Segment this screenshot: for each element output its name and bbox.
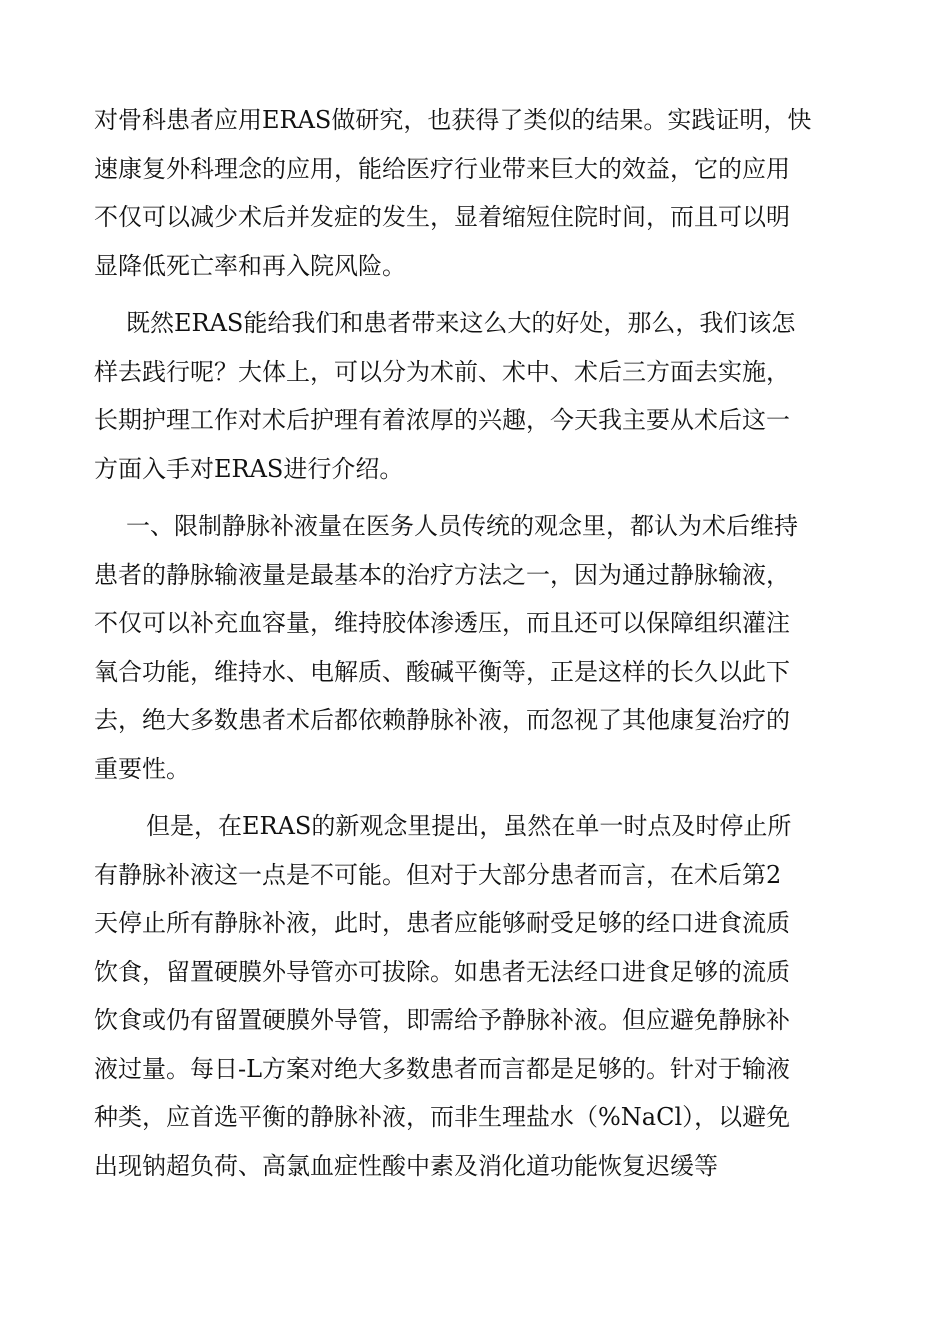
text-line: 有静脉补液这一点是不可能。但对于大部分患者而言，在术后第2 <box>94 860 782 889</box>
text-line: 方面入手对ERAS进行介绍。 <box>94 454 404 483</box>
paragraph-2 <box>94 299 854 493</box>
text-line: 速康复外科理念的应用，能给医疗行业带来巨大的效益，它的应用 <box>94 154 790 183</box>
text-line: 出现钠超负荷、高氯血症性酸中素及消化道功能恢复迟缓等 <box>94 1151 718 1180</box>
text-line: 对骨科患者应用ERAS做研究，也获得了类似的结果。实践证明，快 <box>94 106 812 134</box>
text-line: 液过量。每日-L方案对绝大多数患者而言都是足够的。针对于输液 <box>94 1054 791 1083</box>
text-line: 不仅可以补充血容量，维持胶体渗透压，而且还可以保障组织灌注 <box>94 609 790 637</box>
text-line: 患者的静脉输液量是最基本的治疗方法之一，因为通过静脉输液， <box>94 560 790 589</box>
text-line: 种类，应首选平衡的静脉补液，而非生理盐水（%NaCl），以避免 <box>94 1103 791 1131</box>
text-line: 重要性。 <box>94 754 190 783</box>
paragraph-1 <box>94 96 854 290</box>
text-line: 饮食，留置硬膜外导管亦可拔除。如患者无法经口进食足够的流质 <box>94 957 790 986</box>
text-line: 氧合功能，维持水、电解质、酸碱平衡等，正是这样的长久以此下 <box>94 657 790 686</box>
text-line: 长期护理工作对术后护理有着浓厚的兴趣，今天我主要从术后这一 <box>94 406 790 434</box>
text-line: 天停止所有静脉补液，此时，患者应能够耐受足够的经口进食流质 <box>94 909 790 937</box>
text-line: 一、限制静脉补液量在医务人员传统的观念里，都认为术后维持 <box>126 512 798 540</box>
paragraph-4 <box>94 802 854 1190</box>
text-line: 但是，在ERAS的新观念里提出，虽然在单一时点及时停止所 <box>146 812 792 840</box>
text-line: 显降低死亡率和再入院风险。 <box>94 251 406 280</box>
paragraph-3 <box>94 502 854 793</box>
text-line: 样去践行呢？大体上，可以分为术前、术中、术后三方面去实施， <box>94 357 790 386</box>
text-line: 既然ERAS能给我们和患者带来这么大的好处，那么，我们该怎 <box>126 309 796 337</box>
text-line: 饮食或仍有留置硬膜外导管，即需给予静脉补液。但应避免静脉补 <box>94 1006 790 1034</box>
text-line: 去，绝大多数患者术后都依赖静脉补液，而忽视了其他康复治疗的 <box>94 706 790 734</box>
document-body <box>94 96 854 1199</box>
text-line: 不仅可以减少术后并发症的发生，显着缩短住院时间，而且可以明 <box>94 203 790 231</box>
